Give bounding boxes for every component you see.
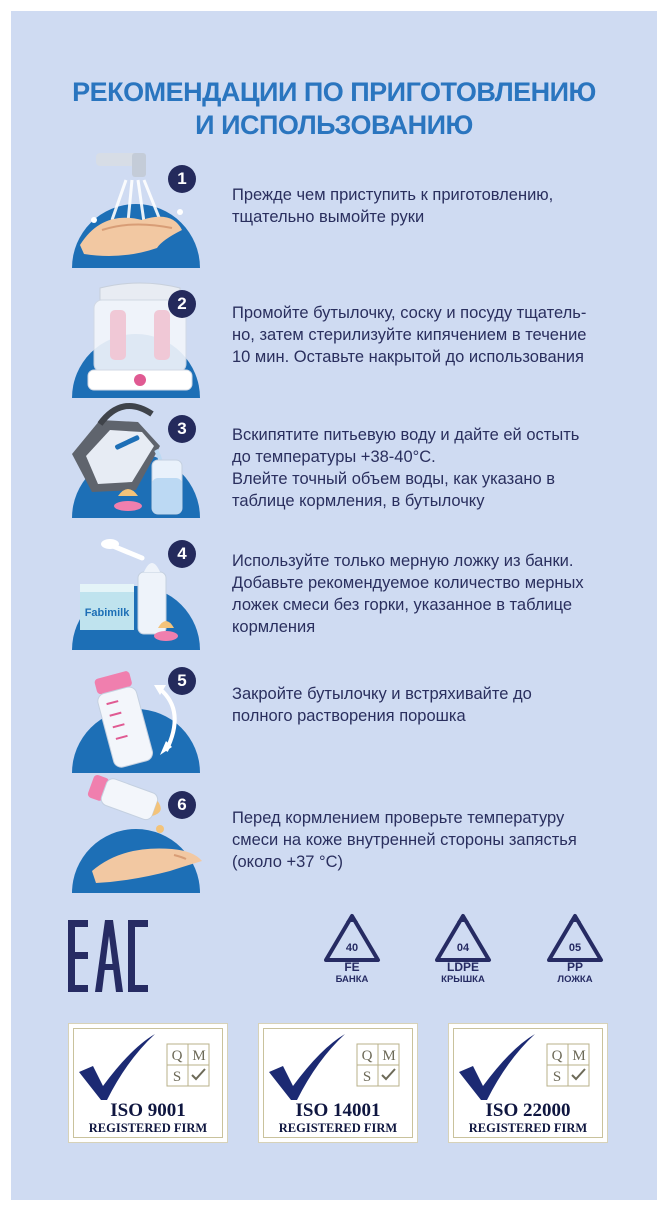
step-2-text [232,302,652,368]
step-4-line: Добавьте рекомендуемое количество мерных [232,574,584,592]
title-line-1: РЕКОМЕНДАЦИИ ПО ПРИГОТОВЛЕНИЮ [72,77,596,107]
step-3-number-badge: 3 [168,415,196,443]
qms-m: M [572,1048,586,1064]
qms-s: S [362,1069,372,1085]
step-1-text [232,184,652,228]
step-3-line: таблице кормления, в бутылочку [232,492,485,510]
step-1-line: Прежде чем приступить к приготовлению, [232,186,554,204]
checkmark-logo-icon [75,1030,223,1102]
checkmark-logo-icon [265,1030,413,1102]
iso-badge-1 [68,1023,228,1143]
step-2-line: 10 мин. Оставьте накрытой до использования [232,348,584,366]
title-line-2: И ИСПОЛЬЗОВАНИЮ [195,110,473,140]
recycle-code: 04 [456,942,470,954]
iso-registered: REGISTERED FIRM [278,1121,398,1135]
step-4-text [232,550,652,638]
recycle-code: 05 [568,942,582,954]
step-4 [0,532,668,657]
step-2-line: но, затем стерилизуйте кипячением в течение [232,326,587,344]
iso-registered: REGISTERED FIRM [468,1121,588,1135]
step-4-line: кормления [232,618,316,636]
step-1-line: тщательно вымойте руки [232,208,425,226]
step-4-line: Используйте только мерную ложку из банки. [232,552,574,570]
step-3-line: до температуры +38-40°С. [232,448,436,466]
eac-mark-icon [68,920,148,992]
step-1 [0,150,668,275]
step-6 [0,775,668,900]
step-6-line: Перед кормлением проверьте температуру [232,809,565,827]
qms-q: Q [361,1048,373,1064]
recycle-material: LDPE [446,960,479,974]
step-5-text [232,683,652,727]
iso-standard: ISO 22000 [485,1100,571,1121]
step-3-line: Влейте точный объем воды, как указано в [232,470,556,488]
recycle-triangle-icon [322,912,382,964]
step-2-number-badge: 2 [168,290,196,318]
iso-standard: ISO 9001 [110,1100,186,1121]
step-6-text [232,807,652,873]
recycle-triangle-icon [545,912,605,964]
recycle-label: ЛОЖКА [557,974,593,985]
page-title [0,76,668,142]
step-4-line: ложек смеси без горки, указанное в таблице [232,596,573,614]
recycling-mark-1 [307,912,397,986]
qms-q: Q [171,1048,183,1064]
qms-m: M [192,1048,206,1064]
recycle-material: PP [566,960,583,974]
step-5-number-badge: 5 [168,667,196,695]
step-2-line: Промойте бутылочку, соску и посуду тщатель- [232,304,587,322]
formula-brand-label: Fabimilk [84,607,130,619]
step-2 [0,280,668,405]
step-5-line: Закройте бутылочку и встряхивайте до [232,685,532,703]
qms-s: S [172,1069,182,1085]
step-6-line: (около +37 °С) [232,853,344,871]
iso-standard: ISO 14001 [295,1100,381,1121]
step-6-line: смеси на коже внутренней стороны запястья [232,831,577,849]
step-3 [0,400,668,525]
recycle-code: 40 [345,942,359,954]
recycling-mark-3 [530,912,620,986]
step-6-number-badge: 6 [168,791,196,819]
qms-m: M [382,1048,396,1064]
step-3-line: Вскипятите питьевую воду и дайте ей остыть [232,426,580,444]
step-5 [0,655,668,780]
recycle-label: КРЫШКА [441,974,485,985]
iso-badge-2 [258,1023,418,1143]
checkmark-logo-icon [455,1030,603,1102]
recycle-material: FE [344,960,360,974]
recycle-triangle-icon [433,912,493,964]
iso-badge-3 [448,1023,608,1143]
recycling-mark-2 [418,912,508,986]
qms-s: S [552,1069,562,1085]
step-5-line: полного растворения порошка [232,707,466,725]
recycle-label: БАНКА [335,974,369,985]
step-4-number-badge: 4 [168,540,196,568]
qms-q: Q [551,1048,563,1064]
iso-registered: REGISTERED FIRM [88,1121,208,1135]
step-1-number-badge: 1 [168,165,196,193]
step-3-text [232,424,652,512]
